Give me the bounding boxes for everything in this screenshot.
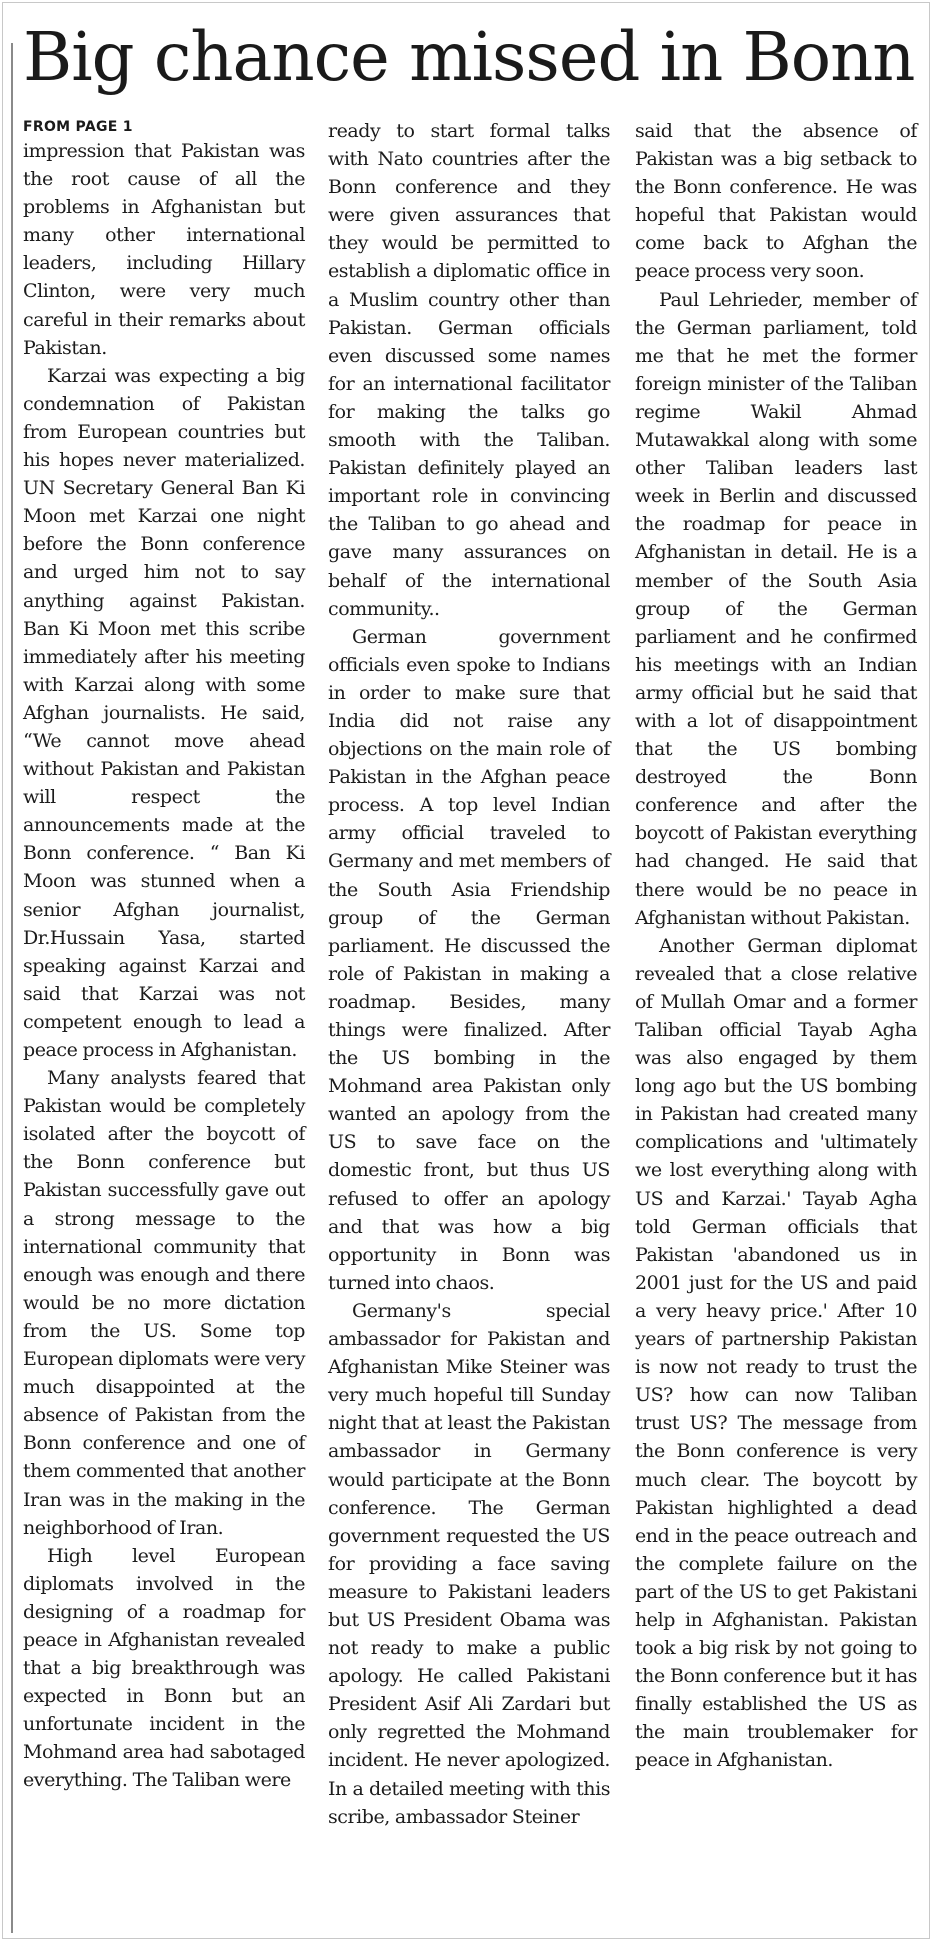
paragraph: impression that Pakistan was the root cause of all the problems in Afghanistan but many other international leaders, including Hillary Clinton, were very much careful in their remarks about Pakistan. <box>23 140 305 359</box>
paragraph: German government officials even spoke to Indians in order to make sure that India did not raise any objections on the main role of Pakistan in the Afghan peace process. A top level Indian army official traveled to Germany and met members of the South Asia Friendship group of the German parliament. He discussed the role of Pakistan in making a roadmap. Besides, many things were finalized. After the US bombing in the Mohmand area Pakistan only wanted an apology from the US to save face on the domestic front, but thus US refused to offer an apology and that was how a big opportunity in Bonn was turned into chaos. <box>328 625 610 1294</box>
kicker-from-page-1: FROM PAGE 1 <box>23 119 133 135</box>
paragraph: said that the absence of Pakistan was a big setback to the Bonn conference. He was hopeful that Pakistan would come back to Afghan the peace process very soon. <box>635 120 917 283</box>
paragraph: ready to start formal talks with Nato countries after the Bonn conference and they were given assurances that they would be permitted to establish a diplomatic office in a Muslim country other than Pakistan. German officials even discussed some names for an international facilitator for making the talks go smooth with the Taliban. Pakistan definitely played an important role in convincing the Taliban to go ahead and gave many assurances on behalf of the international community.. <box>328 120 610 620</box>
paragraph: High level European diplomats involved in the designing of a roadmap for peace in Afghanistan revealed that a big breakthrough was expected in Bonn but an unfortunate incident in the Mohmand area had sabotaged everything. The Taliban were <box>23 1544 305 1792</box>
paragraph: Karzai was expecting a big condemnation of Pakistan from European countries but his hopes never materialized. UN Secretary General Ban Ki Moon met Karzai one night before the Bonn conference and urged him not to say anything against Pakistan. Ban Ki Moon met this scribe immediately after his meeting with Karzai along with some Afghan journalists. He said, “We cannot move ahead without Pakistan and Pakistan will respect the announcements made at the Bonn conference. “ Ban Ki Moon was stunned when a senior Afghan journalist, Dr.Hussain Yasa, started speaking against Karzai and said that Karzai was not competent enough to lead a peace process in Afghanistan. <box>23 364 305 1061</box>
paragraph: Germany's special ambassador for Pakistan and Afghanistan Mike Steiner was very much hopeful till Sunday night that at least the Pakistan ambassador in Germany would participate at the Bonn conference. The German government requested the US for providing a face saving measure to Pakistani leaders but US President Obama was not ready to make a public apology. He called Pakistani President Asif Ali Zardari but only regretted the Mohmand incident. He never apologized. In a detailed meeting with this scribe, ambassador Steiner <box>328 1299 610 1828</box>
article-column-1 <box>23 137 305 1795</box>
headline: Big chance missed in Bonn <box>23 18 915 96</box>
paragraph: Many analysts feared that Pakistan would be completely isolated after the boycott of the Bonn conference but Pakistan successfully gave out a strong message to the international community that enough was enough and there would be no more dictation from the US. Some top European diplomats were very much disappointed at the absence of Pakistan from the Bonn conference and one of them commented that another Iran was in the making in the neighborhood of Iran. <box>23 1067 305 1539</box>
article-column-2 <box>328 117 610 1831</box>
newspaper-clipping <box>2 2 930 1939</box>
paragraph: Another German diplomat revealed that a close relative of Mullah Omar and a former Taliban official Tayab Agha was also engaged by them long ago but the US bombing in Pakistan had created many complications and 'ultimately we lost everything along with US and Karzai.' Tayab Agha told German officials that Pakistan 'abandoned us in 2001 just for the US and paid a very heavy price.' After 10 years of partnership Pakistan is now not ready to trust the US? how can now Taliban trust US? The message from the Bonn conference is very much clear. The boycott by Pakistan highlighted a dead end in the peace outreach and the complete failure on the part of the US to get Pakistani help in Afghanistan. Pakistan took a big risk by not going to the Bonn conference but it has finally established the US as the main troublemaker for peace in Afghanistan. <box>635 934 917 1772</box>
left-border-rule <box>11 43 13 1933</box>
article-column-3 <box>635 117 917 1775</box>
paragraph: Paul Lehrieder, member of the German parliament, told me that he met the former foreign minister of the Taliban regime Wakil Ahmad Mutawakkal along with some other Taliban leaders last week in Berlin and discussed the roadmap for peace in Afghanistan in detail. He is a member of the South Asia group of the German parliament and he confirmed his meetings with an Indian army official but he said that with a lot of disappointment that the US bombing destroyed the Bonn conference and after the boycott of Pakistan everything had changed. He said that there would be no peace in Afghanistan without Pakistan. <box>635 288 917 929</box>
